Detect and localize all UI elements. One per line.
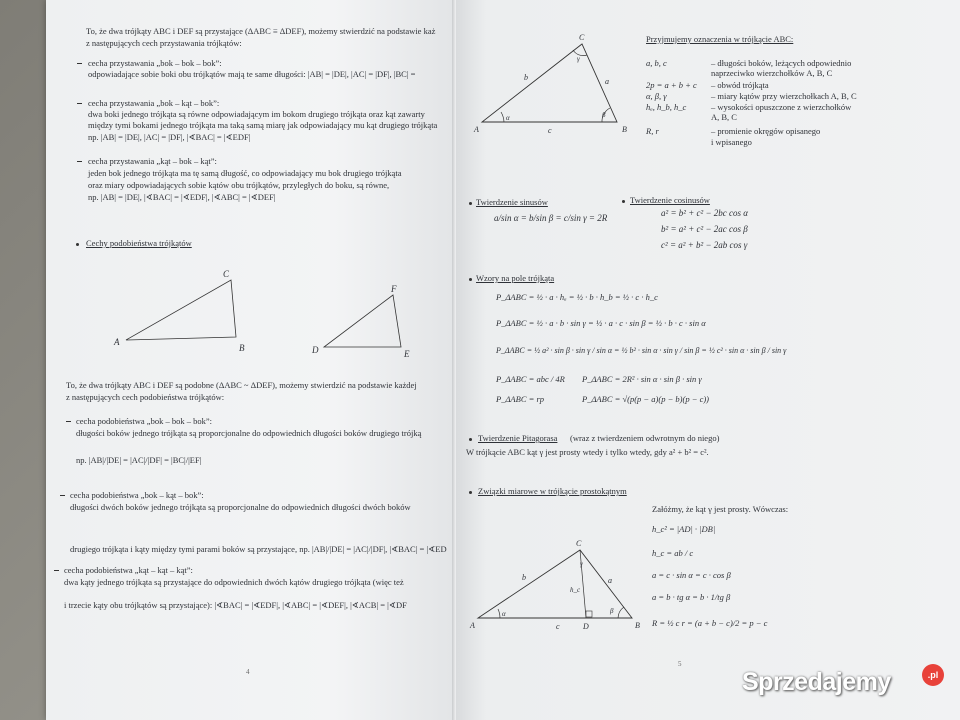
congruence-intro-line2: z następujących cech przystawania trójkątów: bbox=[86, 38, 242, 48]
notation-symbol: 2p = a + b + c bbox=[646, 80, 697, 90]
sine-law-heading: Twierdzenie sinusów bbox=[476, 197, 548, 207]
sim-sss-title: cecha podobieństwa „bok – bok – bok”: bbox=[76, 416, 212, 426]
area-formula: P_ΔABC = abc / 4R bbox=[496, 374, 565, 384]
right-triangle-formula: a = c · sin α = c · cos β bbox=[652, 570, 731, 580]
vertex-label-c: C bbox=[579, 33, 585, 42]
asa-congruence-text-2: oraz miary odpowiadających sobie kątów obu trójkątów, przyległych do boku, są równe, bbox=[88, 180, 390, 190]
right-triangle-formula: a = b · tg α = b · 1/tg β bbox=[652, 592, 731, 602]
sas-congruence-text-1: dwa boki jednego trójkąta są równe odpowiadającym im bokom drugiego trójkąta oraz kąt zawarty bbox=[88, 109, 425, 119]
bullet bbox=[622, 200, 625, 203]
sas-congruence-example: np. |AB| = |DE|, |AC| = |DF|, |∢BAC| = |∢EDF| bbox=[88, 132, 251, 142]
bullet bbox=[469, 491, 472, 494]
angle-label-alpha: α bbox=[502, 610, 506, 618]
notation-symbol: R, r bbox=[646, 126, 659, 136]
bullet bbox=[469, 278, 472, 281]
similarity-intro-line2: z następujących cech podobieństwa trójkątów: bbox=[66, 392, 225, 402]
angle-label-gamma: γ bbox=[580, 560, 583, 568]
asa-congruence-text-1: jeden bok jednego trójkąta ma tę samą długość, co odpowiadający mu bok drugiego trójkąta bbox=[88, 168, 402, 178]
vertex-label-a: A bbox=[114, 337, 120, 347]
sim-sas-text-2: drugiego trójkąta i kąty między tymi parami boków są przystające, np. |AB|/|DE| = |AC|/|DF|, |∢BAC| = |∢ED bbox=[70, 544, 447, 554]
vertex-label-b: B bbox=[635, 621, 640, 630]
watermark-badge: .pl bbox=[922, 664, 944, 686]
right-triangle-formula: h_c = ab / c bbox=[652, 548, 694, 558]
triangle-def bbox=[324, 295, 401, 347]
cosine-law-heading: Twierdzenie cosinusów bbox=[630, 195, 710, 205]
left-page-number: 4 bbox=[246, 668, 250, 676]
vertex-label-d: D bbox=[583, 622, 589, 631]
triangle-abc bbox=[126, 280, 236, 340]
side-label-b: b bbox=[522, 573, 526, 582]
notation-desc: A, B, C bbox=[711, 112, 737, 122]
cosine-law-formula: b² = a² + c² − 2ac cos β bbox=[661, 224, 748, 234]
area-formula: P_ΔABC = ½ a² · sin β · sin γ / sin α = ½ b² · sin α · sin γ / sin β = ½ c² · sin α · sin β / sin γ bbox=[496, 346, 787, 355]
angle-label-gamma: γ bbox=[577, 55, 580, 63]
bullet bbox=[76, 243, 79, 246]
angle-label-beta: β bbox=[610, 607, 614, 615]
similar-triangles-figure bbox=[46, 265, 458, 375]
dash-marker bbox=[60, 495, 65, 496]
notation-desc: – wysokości opuszczone z wierzchołków bbox=[711, 102, 852, 112]
similarity-heading: Cechy podobieństwa trójkątów bbox=[86, 238, 192, 248]
right-triangle-heading: Związki miarowe w trójkącie prostokątnym bbox=[478, 486, 627, 496]
left-page bbox=[46, 0, 458, 720]
sim-sss-example: np. |AB|/|DE| = |AC|/|DF| = |BC|/|EF| bbox=[76, 455, 202, 465]
side-label-b: b bbox=[524, 73, 528, 82]
area-formula: P_ΔABC = rp bbox=[496, 394, 545, 404]
congruence-intro-line1: To, że dwa trójkąty ABC i DEF są przystające (ΔABC ≡ ΔDEF), możemy stwierdzić na podstawie każ bbox=[86, 26, 436, 36]
bullet bbox=[469, 438, 472, 441]
vertex-label-a: A bbox=[470, 621, 475, 630]
side-label-a: a bbox=[608, 576, 612, 585]
area-formulas-heading: Wzory na pole trójkąta bbox=[476, 273, 555, 283]
sim-aaa-title: cecha podobieństwa „kąt – kąt – kąt”: bbox=[64, 565, 193, 575]
right-triangle-formula: R = ½ c r = (a + b − c)/2 = p − c bbox=[652, 618, 768, 628]
dash-marker bbox=[54, 570, 59, 571]
sss-congruence-text: odpowiadające sobie boki obu trójkątów mają te same długości: |AB| = |DE|, |AC| = |DF|, |BC| = bbox=[88, 69, 416, 79]
notation-symbol: α, β, γ bbox=[646, 91, 667, 101]
bullet bbox=[469, 202, 472, 205]
sim-sss-text: długości boków jednego trójkąta są proporcjonalne do odpowiednich długości boków drugiego trójką bbox=[76, 428, 422, 438]
right-angle-mark bbox=[586, 611, 592, 617]
notation-desc: – promienie okręgów opisanego bbox=[711, 126, 821, 136]
vertex-label-b: B bbox=[239, 343, 245, 353]
right-triangle-figure bbox=[470, 540, 650, 630]
side-label-a: a bbox=[605, 77, 609, 86]
pythagoras-statement: W trójkącie ABC kąt γ jest prosty wtedy i tylko wtedy, gdy a² + b² = c². bbox=[466, 447, 709, 457]
watermark-logo: Sprzedajemy bbox=[742, 668, 891, 696]
cosine-law-formula: c² = a² + b² − 2ab cos γ bbox=[661, 240, 748, 250]
right-triangle-intro: Załóżmy, że kąt γ jest prosty. Wówczas: bbox=[652, 504, 789, 514]
area-formula: P_ΔABC = ½ · a · b · sin γ = ½ · a · c · sin β = ½ · b · c · sin α bbox=[496, 318, 706, 328]
vertex-label-a: A bbox=[474, 125, 479, 134]
notation-heading: Przyjmujemy oznaczenia w trójkącie ABC: bbox=[646, 34, 794, 44]
dash-marker bbox=[77, 103, 82, 104]
asa-congruence-example: np. |AB| = |DE|, |∢BAC| = |∢EDF|, |∢ABC| = |∢DEF| bbox=[88, 192, 276, 202]
area-formula: P_ΔABC = ½ · a · hₐ = ½ · b · h_b = ½ · c · h_c bbox=[496, 292, 658, 302]
vertex-label-f: F bbox=[391, 284, 397, 294]
right-triangle-formula: h_c² = |AD| · |DB| bbox=[652, 524, 716, 534]
angle-label-beta: β bbox=[602, 111, 606, 119]
reference-triangle bbox=[482, 44, 617, 122]
vertex-label-b: B bbox=[622, 125, 627, 134]
area-formula: P_ΔABC = 2R² · sin α · sin β · sin γ bbox=[582, 374, 702, 384]
sim-sas-title: cecha podobieństwa „bok – kąt – bok”: bbox=[70, 490, 204, 500]
notation-desc: naprzeciwko wierzchołków A, B, C bbox=[711, 68, 833, 78]
right-page bbox=[456, 0, 960, 720]
dash-marker bbox=[77, 63, 82, 64]
vertex-label-c: C bbox=[223, 269, 230, 279]
sine-law-formula: a/sin α = b/sin β = c/sin γ = 2R bbox=[494, 213, 608, 223]
vertex-label-c: C bbox=[576, 539, 582, 548]
dash-marker bbox=[66, 421, 71, 422]
side-label-c: c bbox=[556, 622, 560, 631]
sas-congruence-text-2: między tymi bokami jednego trójkąta ma taką samą miarę jak odpowiadający mu kąt drugiego trójkąta bbox=[88, 120, 438, 130]
side-label-c: c bbox=[548, 126, 552, 135]
sim-sas-text-1: długości dwóch boków jednego trójkąta są proporcjonalne do odpowiednich długości dwóch boków bbox=[70, 502, 411, 512]
angle-arc-alpha bbox=[501, 112, 504, 122]
angle-arc-alpha bbox=[498, 609, 500, 618]
pythagoras-note: (wraz z twierdzeniem odwrotnym do niego) bbox=[570, 433, 720, 443]
sas-congruence-title: cecha przystawania „bok – kąt – bok”: bbox=[88, 98, 220, 108]
pythagoras-heading: Twierdzenie Pitagorasa bbox=[478, 433, 558, 443]
cosine-law-formula: a² = b² + c² − 2bc cos α bbox=[661, 208, 749, 218]
sss-congruence-title: cecha przystawania „bok – bok – bok”: bbox=[88, 58, 222, 68]
sim-aaa-text-1: dwa kąty jednego trójkąta są przystające do odpowiednich dwóch kątów drugiego trójkąta (więc też bbox=[64, 577, 404, 587]
asa-congruence-title: cecha przystawania „kąt – bok – kąt”: bbox=[88, 156, 217, 166]
similarity-intro-line1: To, że dwa trójkąty ABC i DEF są podobne (ΔABC ~ ΔDEF), możemy stwierdzić na podstawie każdej bbox=[66, 380, 417, 390]
notation-desc: i wpisanego bbox=[711, 137, 752, 147]
area-formula: P_ΔABC = √(p(p − a)(p − b)(p − c)) bbox=[582, 394, 710, 404]
notation-desc: – miary kątów przy wierzchołkach A, B, C bbox=[711, 91, 857, 101]
altitude-label-hc: h_c bbox=[570, 586, 581, 594]
notation-symbol: a, b, c bbox=[646, 58, 667, 68]
angle-label-alpha: α bbox=[506, 114, 510, 122]
reference-triangle-figure bbox=[472, 33, 642, 136]
dash-marker bbox=[77, 161, 82, 162]
notation-desc: – długości boków, leżących odpowiednio bbox=[711, 58, 852, 68]
angle-arc-beta bbox=[618, 607, 624, 618]
notation-desc: – obwód trójkąta bbox=[711, 80, 769, 90]
right-page-number: 5 bbox=[678, 660, 682, 668]
notation-symbol: hₐ, h_b, h_c bbox=[646, 102, 687, 112]
vertex-label-d: D bbox=[312, 345, 319, 355]
sim-aaa-text-2: i trzecie kąty obu trójkątów są przystające): |∢BAC| = |∢EDF|, |∢ABC| = |∢DEF|, |∢ACB| = |∢DF bbox=[64, 600, 407, 610]
vertex-label-e: E bbox=[404, 349, 410, 359]
